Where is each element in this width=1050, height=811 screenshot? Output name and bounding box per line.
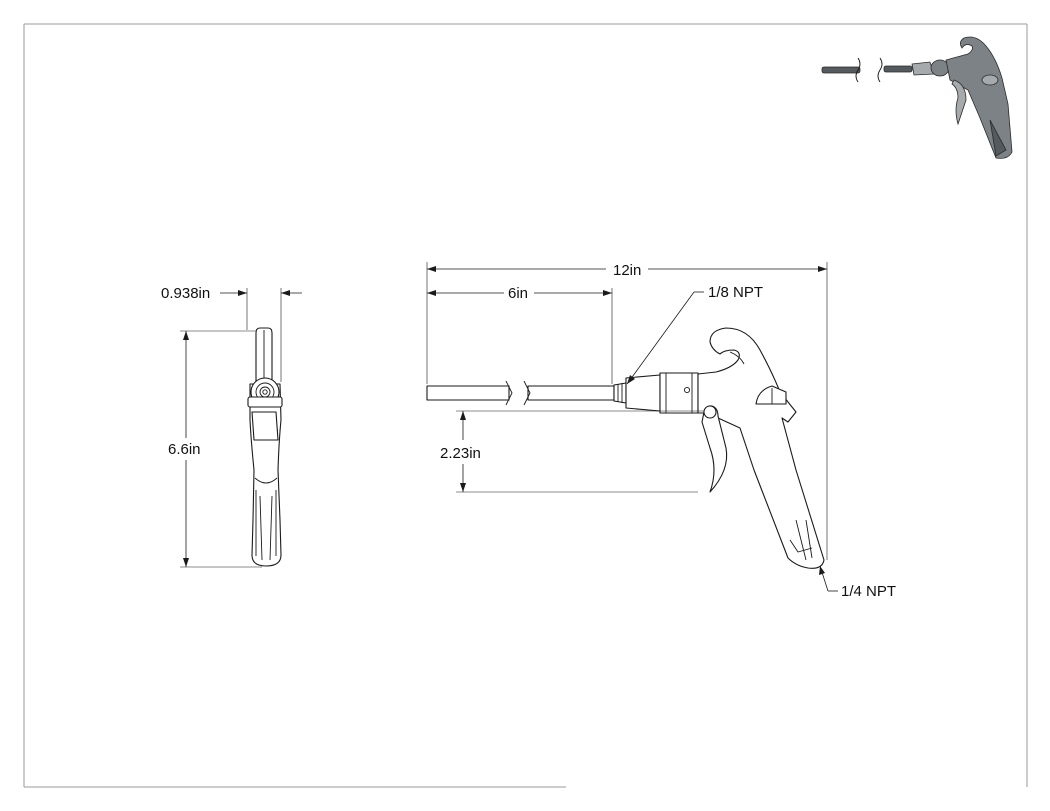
width-dimension-label: 0.938in — [161, 285, 211, 302]
tip-thread-label: 1/8 NPT — [708, 284, 764, 301]
inlet-thread-label: 1/4 NPT — [841, 583, 897, 600]
dimension-trigger-offset — [440, 411, 704, 492]
front-view-air-gun — [427, 328, 824, 568]
overall-length-label: 12in — [613, 262, 642, 279]
dimension-width — [161, 285, 302, 382]
side-view-air-gun — [248, 328, 282, 566]
trigger-offset-label: 2.23in — [440, 445, 481, 462]
height-dimension-label: 6.6in — [168, 441, 201, 458]
dimension-height — [168, 331, 262, 567]
air-gun-isometric-icon — [822, 37, 1012, 158]
leader-inlet-thread — [819, 566, 896, 600]
dimension-extension-length — [427, 285, 612, 384]
sheet-frame — [24, 24, 1027, 787]
extension-length-label: 6in — [508, 285, 529, 302]
